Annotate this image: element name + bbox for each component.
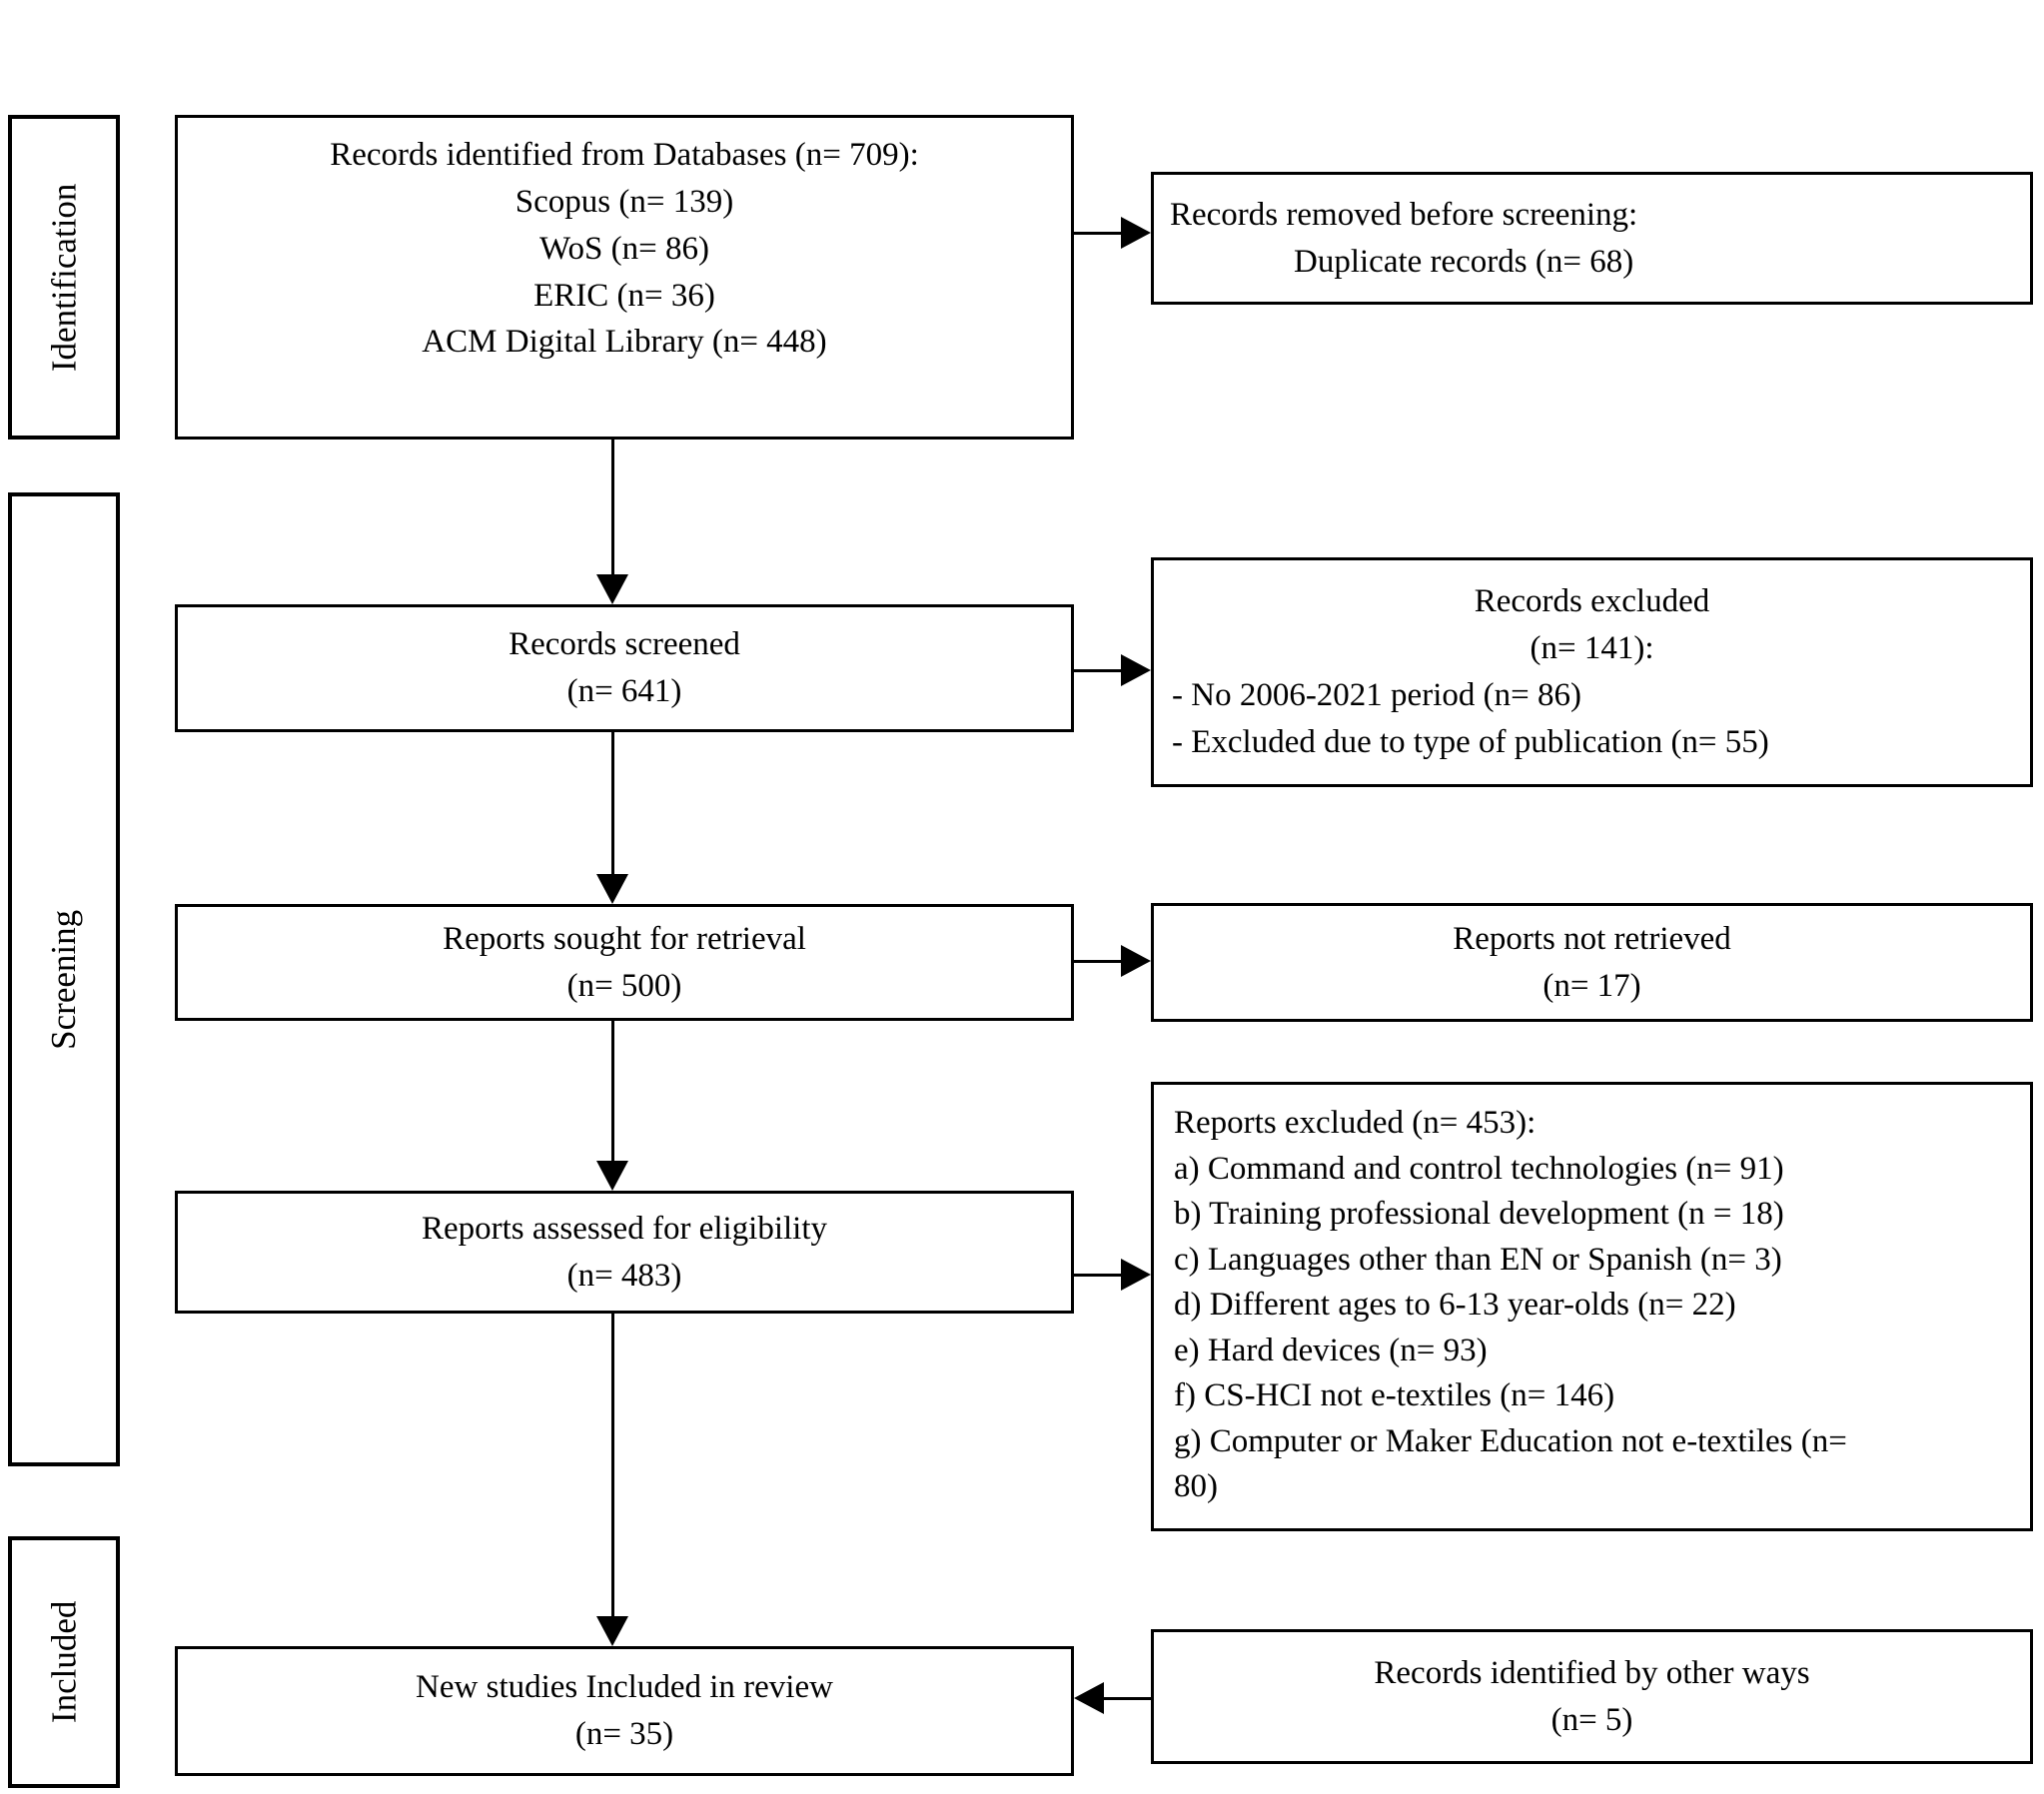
records-screened-count: (n= 641)	[566, 673, 682, 709]
stage-label-identification-text: Identification	[44, 183, 84, 372]
reports-excluded-reason-a: a) Command and control technologies (n= 91)	[1174, 1150, 1784, 1187]
arrow-other-ways-to-included-head	[1074, 1682, 1104, 1714]
records-screened-title: Records screened	[509, 626, 740, 663]
reports-sought-title: Reports sought for retrieval	[443, 920, 806, 957]
reports-excluded-reason-f: f) CS-HCI not e-textiles (n= 146)	[1174, 1377, 1615, 1414]
arrow-sought-to-assessed-line	[611, 1021, 614, 1163]
box-records-identified	[175, 115, 1074, 440]
reports-excluded-reason-b: b) Training professional development (n = 18)	[1174, 1196, 1784, 1233]
box-reports-not-retrieved	[1151, 903, 2033, 1022]
box-records-other-ways	[1151, 1629, 2033, 1764]
arrow-screened-to-excluded-head	[1121, 654, 1151, 686]
other-ways-count: (n= 5)	[1550, 1701, 1633, 1738]
arrow-identified-to-removed-line	[1074, 232, 1121, 235]
reports-excluded-reason-c: c) Languages other than EN or Spanish (n= 3)	[1174, 1241, 1782, 1278]
records-removed-duplicates: Duplicate records (n= 68)	[1294, 243, 1634, 280]
box-reports-sought	[175, 904, 1074, 1021]
box-new-studies-included	[175, 1646, 1074, 1776]
stage-label-included	[8, 1536, 120, 1788]
arrow-screened-to-sought-line	[611, 732, 614, 876]
other-ways-title: Records identified by other ways	[1374, 1654, 1810, 1691]
records-identified-scopus: Scopus (n= 139)	[514, 183, 734, 220]
records-excluded-count: (n= 141):	[1530, 630, 1654, 667]
records-identified-title: Records identified from Databases (n= 709):	[330, 137, 919, 173]
stage-label-screening	[8, 492, 120, 1466]
arrow-screened-to-excluded-line	[1074, 669, 1121, 672]
arrow-identified-to-screened-head	[596, 574, 628, 604]
not-retrieved-title: Reports not retrieved	[1453, 920, 1731, 957]
reports-sought-count: (n= 500)	[566, 967, 682, 1004]
box-reports-excluded	[1151, 1082, 2033, 1531]
arrow-sought-to-assessed-head	[596, 1161, 628, 1191]
arrow-screened-to-sought-head	[596, 874, 628, 904]
arrow-identified-to-removed-head	[1121, 217, 1151, 249]
records-excluded-reason-period: - No 2006-2021 period (n= 86)	[1172, 677, 1581, 713]
box-records-screened	[175, 604, 1074, 732]
records-excluded-title: Records excluded	[1474, 583, 1710, 620]
stage-label-identification	[8, 115, 120, 440]
stage-label-included-text: Included	[44, 1600, 84, 1724]
records-removed-title: Records removed before screening:	[1170, 196, 1638, 233]
records-identified-eric: ERIC (n= 36)	[533, 277, 715, 314]
reports-excluded-reason-g: g) Computer or Maker Education not e-textiles (n=	[1174, 1422, 1847, 1459]
not-retrieved-count: (n= 17)	[1542, 967, 1641, 1004]
reports-excluded-reason-d: d) Different ages to 6-13 year-olds (n= 22)	[1174, 1287, 1736, 1324]
box-records-removed	[1151, 172, 2033, 305]
arrow-assessed-to-excluded-reports-head	[1121, 1259, 1151, 1291]
arrow-other-ways-to-included-line	[1104, 1697, 1151, 1700]
arrow-identified-to-screened-line	[611, 440, 614, 576]
arrow-assessed-to-included-line	[611, 1314, 614, 1618]
arrow-sought-to-not-retrieved-line	[1074, 960, 1121, 963]
arrow-sought-to-not-retrieved-head	[1121, 945, 1151, 977]
reports-excluded-title: Reports excluded (n= 453):	[1174, 1105, 1536, 1141]
reports-assessed-title: Reports assessed for eligibility	[421, 1210, 828, 1247]
records-identified-wos: WoS (n= 86)	[539, 230, 709, 267]
reports-assessed-count: (n= 483)	[566, 1257, 682, 1294]
box-reports-assessed	[175, 1191, 1074, 1314]
records-excluded-reason-publication: - Excluded due to type of publication (n= 55)	[1172, 723, 1769, 760]
new-studies-count: (n= 35)	[574, 1716, 674, 1752]
reports-excluded-reason-g-wrap: 80)	[1174, 1468, 1218, 1505]
arrow-assessed-to-excluded-reports-line	[1074, 1274, 1121, 1277]
box-records-excluded	[1151, 557, 2033, 787]
reports-excluded-reason-e: e) Hard devices (n= 93)	[1174, 1332, 1488, 1368]
arrow-assessed-to-included-head	[596, 1616, 628, 1646]
stage-label-screening-text: Screening	[44, 909, 84, 1050]
records-identified-acm: ACM Digital Library (n= 448)	[422, 324, 827, 361]
new-studies-title: New studies Included in review	[416, 1669, 833, 1706]
